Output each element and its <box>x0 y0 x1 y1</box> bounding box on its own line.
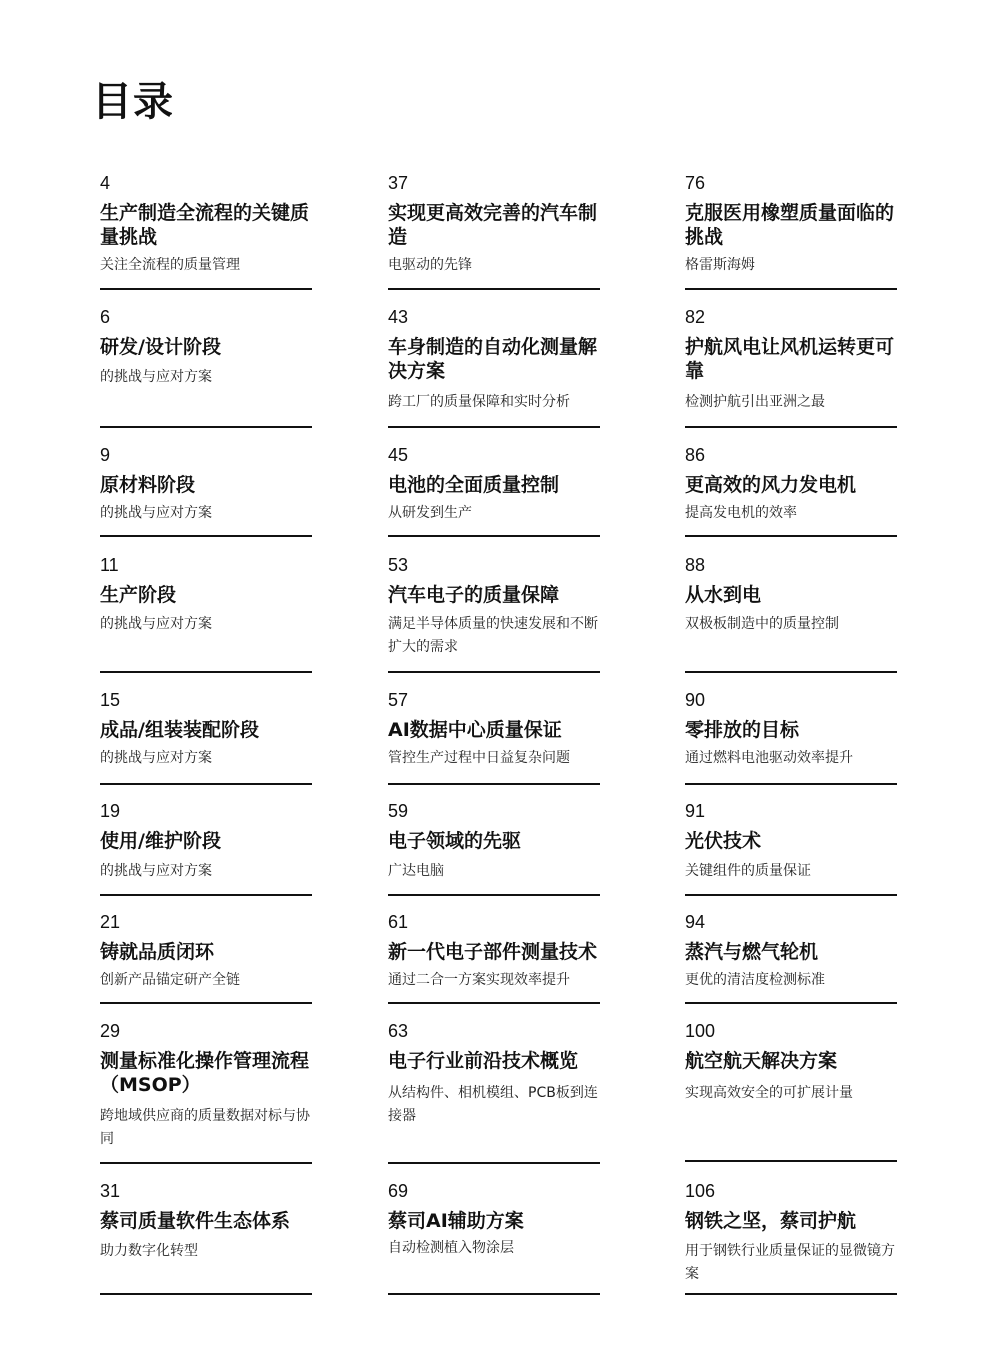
entry-title: 生产阶段 <box>100 584 177 606</box>
entry-title: 蒸汽与燃气轮机 <box>685 941 819 963</box>
page-number: 53 <box>388 555 409 575</box>
page-number: 59 <box>388 801 409 821</box>
page-number: 19 <box>100 801 121 821</box>
divider <box>685 288 897 290</box>
entry-subtitle: 创新产品锚定研产全链 <box>100 972 240 988</box>
divider <box>388 288 600 290</box>
entry-title: 车身制造的自动化测量解决方案 <box>388 336 598 382</box>
divider <box>100 1162 312 1164</box>
divider <box>100 288 312 290</box>
page-number: 29 <box>100 1021 121 1041</box>
page-number: 6 <box>100 307 111 327</box>
entry-subtitle: 更优的清洁度检测标准 <box>685 972 825 988</box>
divider <box>388 535 600 537</box>
divider <box>100 783 312 785</box>
divider <box>388 1002 600 1004</box>
entry-title: 研发/设计阶段 <box>100 336 221 358</box>
entry-title: 电池的全面质量控制 <box>388 474 560 496</box>
entry-subtitle: 从结构件、相机模组、PCB板到连接器 <box>388 1085 598 1124</box>
entry-subtitle: 检测护航引出亚洲之最 <box>685 394 825 410</box>
page-number: 45 <box>388 445 409 465</box>
entry-title: 生产制造全流程的关键质量挑战 <box>100 202 310 248</box>
entry-subtitle: 的挑战与应对方案 <box>100 369 212 385</box>
entry-subtitle: 提高发电机的效率 <box>685 505 797 521</box>
page-number: 15 <box>100 690 121 710</box>
divider <box>685 1160 897 1162</box>
entry-title: 更高效的风力发电机 <box>685 474 857 496</box>
entry-subtitle: 管控生产过程中日益复杂问题 <box>388 750 570 766</box>
entry-title: 原材料阶段 <box>100 474 196 496</box>
entry-subtitle: 满足半导体质量的快速发展和不断扩大的需求 <box>388 616 598 655</box>
page-number: 76 <box>685 173 706 193</box>
page-number: 82 <box>685 307 706 327</box>
divider <box>685 671 897 673</box>
entry-title: 电子领域的先驱 <box>388 830 522 852</box>
divider <box>100 1293 312 1295</box>
entry-title: 航空航天解决方案 <box>685 1050 838 1072</box>
entry-subtitle: 通过燃料电池驱动效率提升 <box>685 750 853 766</box>
page-number: 106 <box>685 1181 716 1201</box>
page-number: 100 <box>685 1021 716 1041</box>
entry-subtitle: 用于钢铁行业质量保证的显微镜方案 <box>685 1243 895 1282</box>
divider <box>100 1002 312 1004</box>
entry-subtitle: 双极板制造中的质量控制 <box>685 616 839 632</box>
entry-title: 零排放的目标 <box>685 719 800 741</box>
entry-title: 光伏技术 <box>685 830 762 852</box>
entry-subtitle: 广达电脑 <box>388 863 444 879</box>
page-number: 4 <box>100 173 111 193</box>
entry-subtitle: 通过二合一方案实现效率提升 <box>388 972 570 988</box>
entry-title: 钢铁之坚，蔡司护航 <box>685 1210 857 1232</box>
page-number: 69 <box>388 1181 409 1201</box>
entry-title: 汽车电子的质量保障 <box>388 584 560 606</box>
entry-subtitle: 的挑战与应对方案 <box>100 505 212 521</box>
divider <box>685 1002 897 1004</box>
divider <box>388 671 600 673</box>
page-number: 88 <box>685 555 706 575</box>
page-number: 61 <box>388 912 409 932</box>
entry-title: 使用/维护阶段 <box>100 830 221 852</box>
entry-subtitle: 从研发到生产 <box>388 505 472 521</box>
divider <box>388 894 600 896</box>
entry-subtitle: 电驱动的先锋 <box>388 257 472 273</box>
entry-subtitle: 关键组件的质量保证 <box>685 863 811 879</box>
divider <box>685 1293 897 1295</box>
entry-subtitle: 跨工厂的质量保障和实时分析 <box>388 394 570 410</box>
entry-subtitle: 的挑战与应对方案 <box>100 616 212 632</box>
page-number: 57 <box>388 690 409 710</box>
entry-subtitle: 的挑战与应对方案 <box>100 863 212 879</box>
page-number: 91 <box>685 801 706 821</box>
entry-title: 护航风电让风机运转更可靠 <box>685 336 895 382</box>
page-number: 21 <box>100 912 121 932</box>
entry-title: 电子行业前沿技术概览 <box>388 1050 579 1072</box>
entry-title: 蔡司质量软件生态体系 <box>100 1210 291 1232</box>
divider <box>685 894 897 896</box>
divider <box>685 783 897 785</box>
divider <box>388 783 600 785</box>
entry-title: 从水到电 <box>685 584 762 606</box>
page-number: 94 <box>685 912 706 932</box>
page-number: 37 <box>388 173 409 193</box>
entry-subtitle: 实现高效安全的可扩展计量 <box>685 1085 853 1101</box>
divider <box>685 535 897 537</box>
divider <box>100 671 312 673</box>
entry-subtitle: 关注全流程的质量管理 <box>100 257 240 273</box>
page-number: 63 <box>388 1021 409 1041</box>
page-number: 90 <box>685 690 706 710</box>
page-number: 11 <box>100 555 119 575</box>
entry-subtitle: 助力数字化转型 <box>100 1243 198 1259</box>
entry-title: 铸就品质闭环 <box>100 941 215 963</box>
divider <box>100 894 312 896</box>
entry-title: AI数据中心质量保证 <box>388 719 562 741</box>
entry-title: 测量标准化操作管理流程（MSOP） <box>100 1050 310 1096</box>
entry-subtitle: 跨地域供应商的质量数据对标与协同 <box>100 1108 310 1147</box>
divider <box>100 535 312 537</box>
entry-title: 克服医用橡塑质量面临的挑战 <box>685 202 895 248</box>
divider <box>388 426 600 428</box>
entry-title: 成品/组装装配阶段 <box>100 719 259 741</box>
divider <box>100 426 312 428</box>
entry-title: 实现更高效完善的汽车制造 <box>388 202 598 248</box>
page-number: 31 <box>100 1181 121 1201</box>
page-number: 43 <box>388 307 409 327</box>
page-title: 目录 <box>92 79 174 125</box>
entry-subtitle: 自动检测植入物涂层 <box>388 1240 514 1256</box>
entry-title: 新一代电子部件测量技术 <box>388 941 598 963</box>
divider <box>685 426 897 428</box>
entry-subtitle: 格雷斯海姆 <box>685 257 755 273</box>
divider <box>388 1293 600 1295</box>
page-number: 9 <box>100 445 111 465</box>
page-number: 86 <box>685 445 706 465</box>
divider <box>388 1162 600 1164</box>
entry-subtitle: 的挑战与应对方案 <box>100 750 212 766</box>
entry-title: 蔡司AI辅助方案 <box>388 1210 524 1232</box>
